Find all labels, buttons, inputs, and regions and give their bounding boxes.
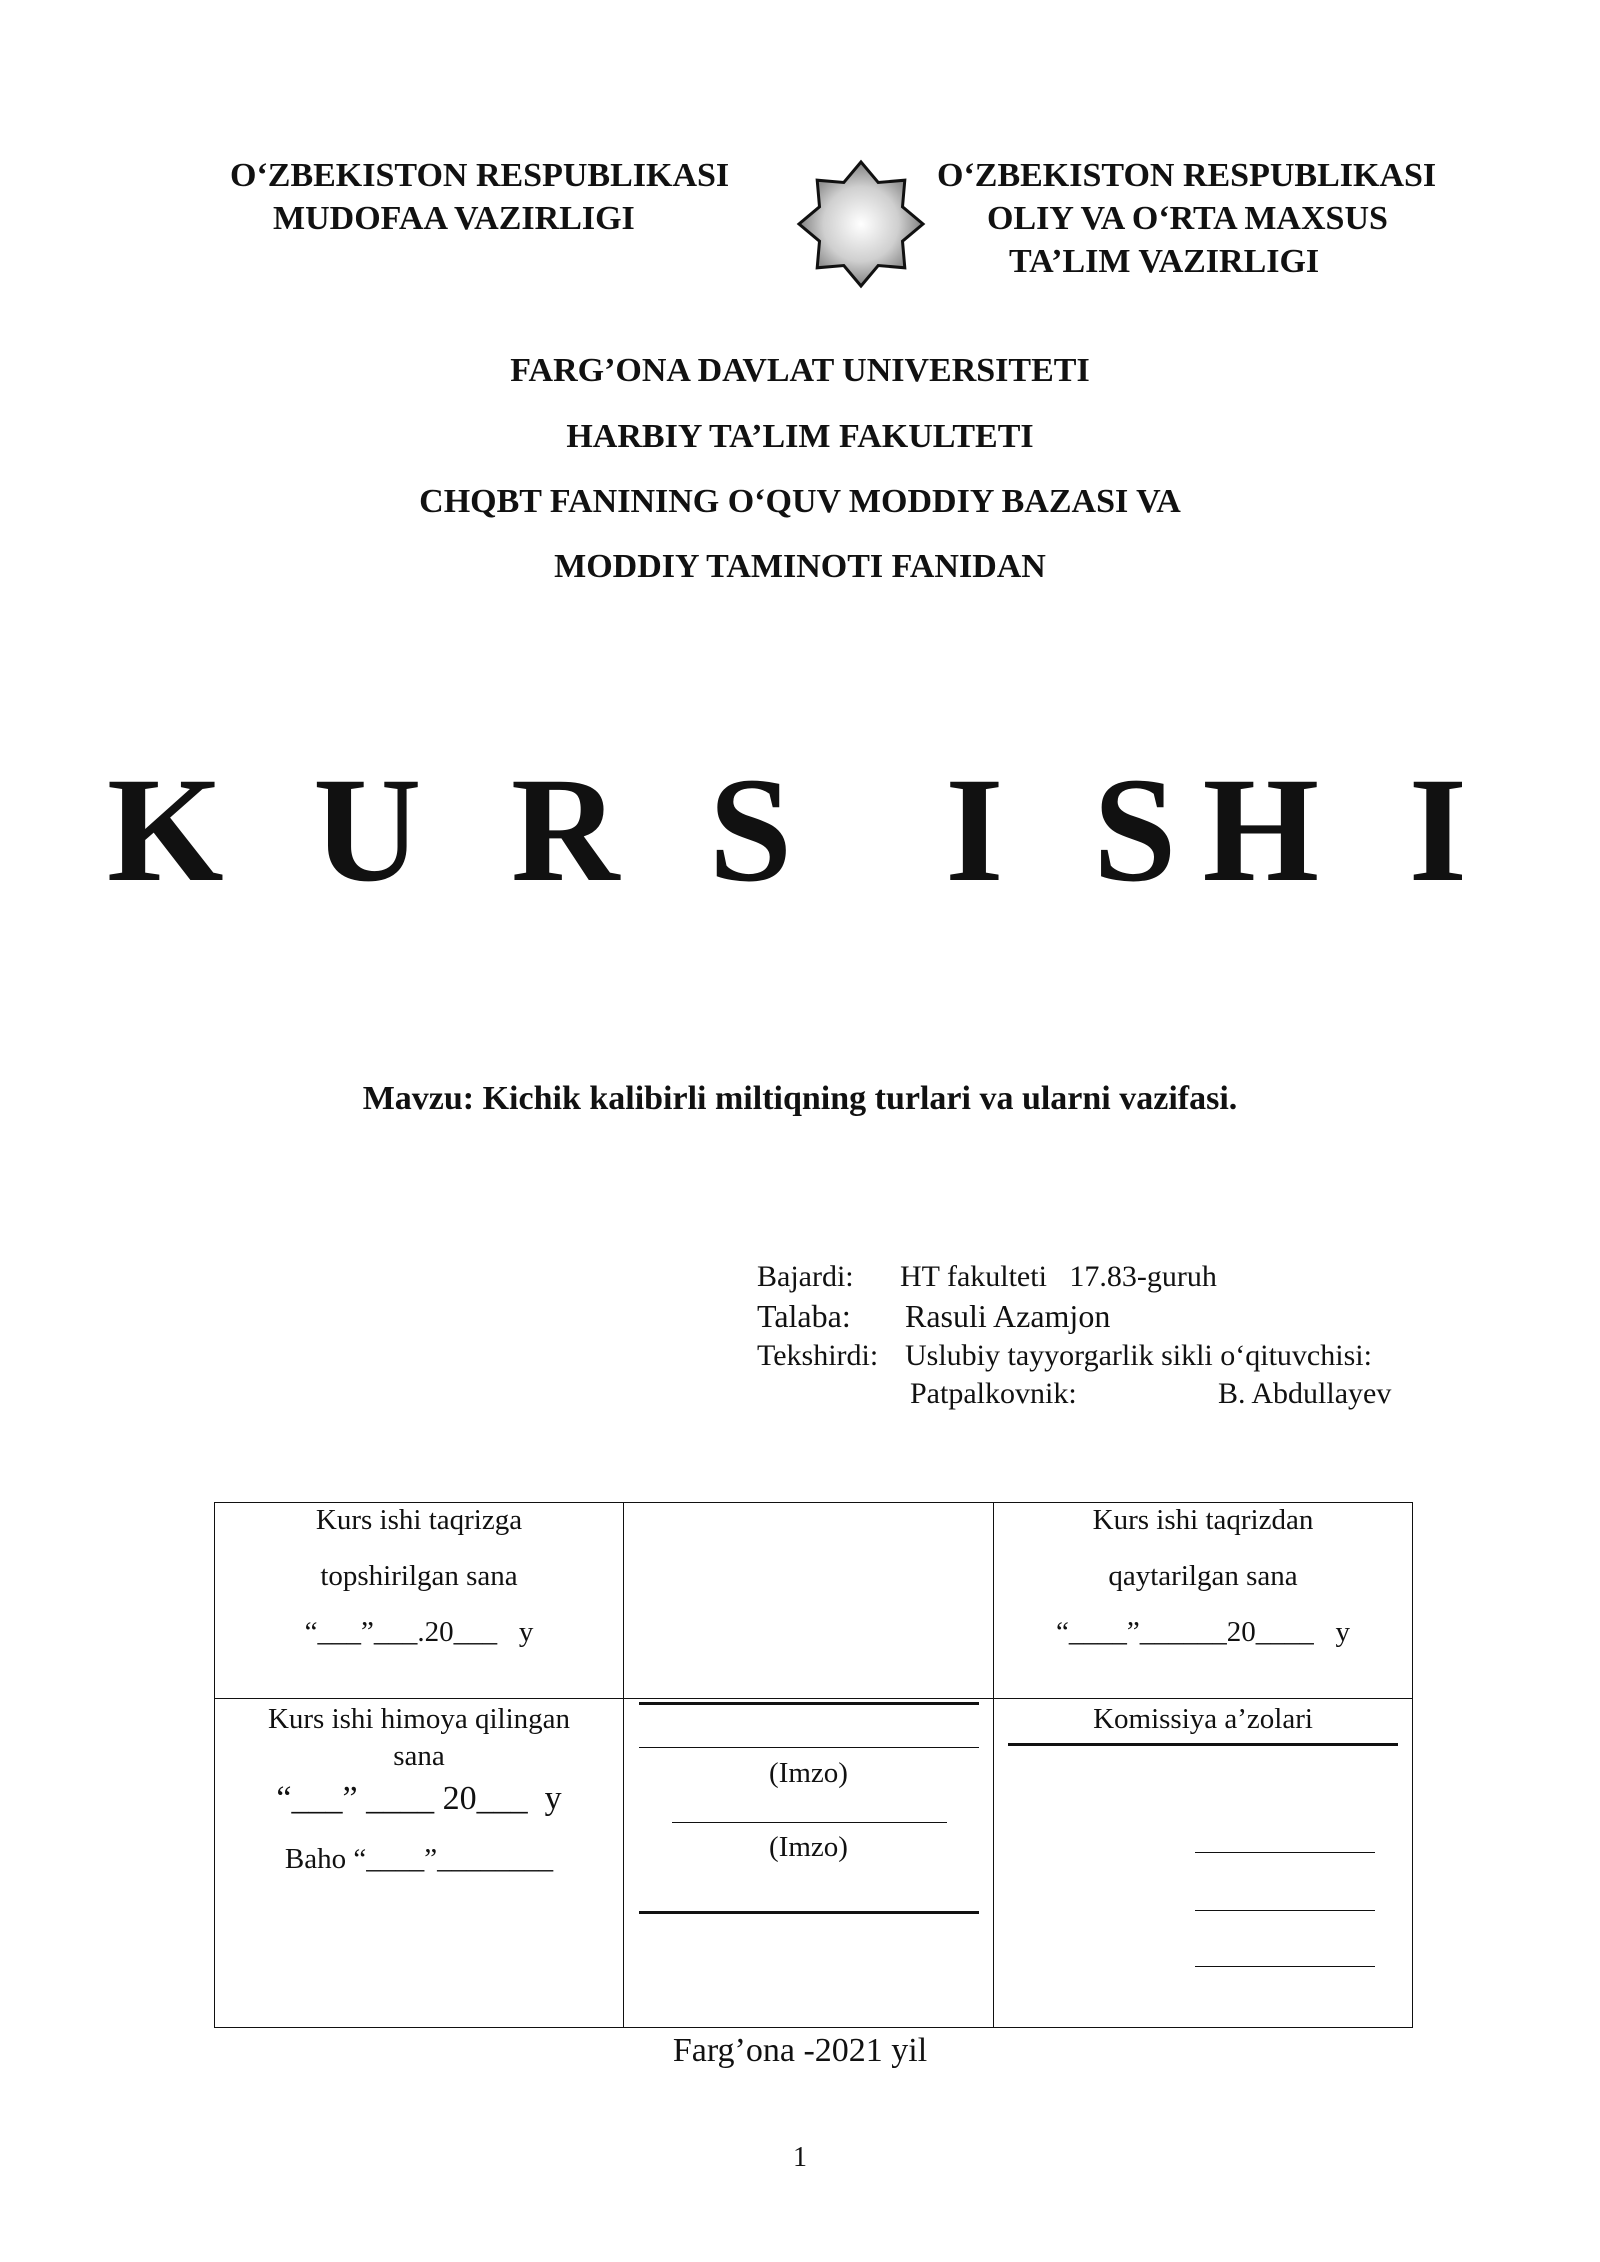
signature-label-1: (Imzo) <box>769 1757 848 1789</box>
returned-date: “____”______20____ y <box>1056 1616 1350 1648</box>
tekshirdi-value: Uslubiy tayyorgarlik sikli o‘qituvchisi: <box>905 1339 1372 1372</box>
talaba-value: Rasuli Azamjon <box>905 1298 1111 1334</box>
topic: Mavzu: Kichik kalibirli miltiqning turlari va ularni vazifasi. <box>362 1080 1238 1117</box>
university-name: FARG’ONA DAVLAT UNIVERSITETI <box>510 352 1090 389</box>
talaba-label: Talaba: <box>757 1298 851 1334</box>
faculty-name: HARBIY TA’LIM FAKULTETI <box>566 418 1034 455</box>
submitted-label-line2: topshirilgan sana <box>320 1560 518 1592</box>
middle-top-cell <box>623 1502 994 1699</box>
signature-line-2 <box>672 1822 947 1823</box>
subject-line1: CHQBT FANINING O‘QUV MODDIY BAZASI VA <box>419 483 1181 520</box>
header-left-line1: O‘ZBEKISTON RESPUBLIKASI <box>230 157 730 194</box>
commission-line-1 <box>1195 1852 1375 1853</box>
header-left-line2: MUDOFAA VAZIRLIGI <box>273 200 635 237</box>
defended-date: “___” ____ 20___ y <box>276 1780 562 1817</box>
signature-line-top <box>639 1702 979 1705</box>
submitted-label-line1: Kurs ishi taqrizga <box>315 1504 523 1536</box>
document-title: K U R S I SH I <box>106 747 1494 913</box>
returned-label-line1: Kurs ishi taqrizdan <box>1092 1504 1314 1536</box>
defended-label-line2: sana <box>393 1740 445 1772</box>
signature-line-1 <box>639 1747 979 1748</box>
page-number: 1 <box>793 2142 807 2173</box>
grade: Baho “____”________ <box>284 1843 554 1875</box>
commission-label: Komissiya a’zolari <box>1093 1703 1313 1735</box>
city-year: Farg’ona -2021 yil <box>672 2032 928 2069</box>
teacher-name: B. Abdullayev <box>1218 1377 1392 1410</box>
returned-label-line2: qaytarilgan sana <box>1108 1560 1298 1592</box>
commission-underline <box>1008 1743 1398 1746</box>
commission-cell <box>993 1698 1413 2028</box>
header-right-line2: OLIY VA O‘RTA MAXSUS <box>987 200 1388 237</box>
header-right-line3: TA’LIM VAZIRLIGI <box>1009 243 1320 280</box>
subject-line2: MODDIY TAMINOTI FANIDAN <box>554 548 1046 585</box>
teacher-rank: Patpalkovnik: <box>910 1377 1077 1410</box>
submitted-date: “___”___.20___ y <box>304 1616 534 1648</box>
defended-label-line1: Kurs ishi himoya qilingan <box>267 1703 571 1735</box>
header-right-line1: O‘ZBEKISTON RESPUBLIKASI <box>937 157 1437 194</box>
signature-label-2: (Imzo) <box>769 1831 848 1863</box>
signature-line-bottom <box>639 1911 979 1914</box>
bajardi-label: Bajardi: <box>757 1260 854 1293</box>
commission-line-3 <box>1195 1966 1375 1967</box>
eight-point-star-emblem-icon <box>795 158 927 290</box>
tekshirdi-label: Tekshirdi: <box>757 1339 879 1372</box>
bajardi-value: HT fakulteti 17.83-guruh <box>900 1260 1217 1293</box>
commission-line-2 <box>1195 1910 1375 1911</box>
